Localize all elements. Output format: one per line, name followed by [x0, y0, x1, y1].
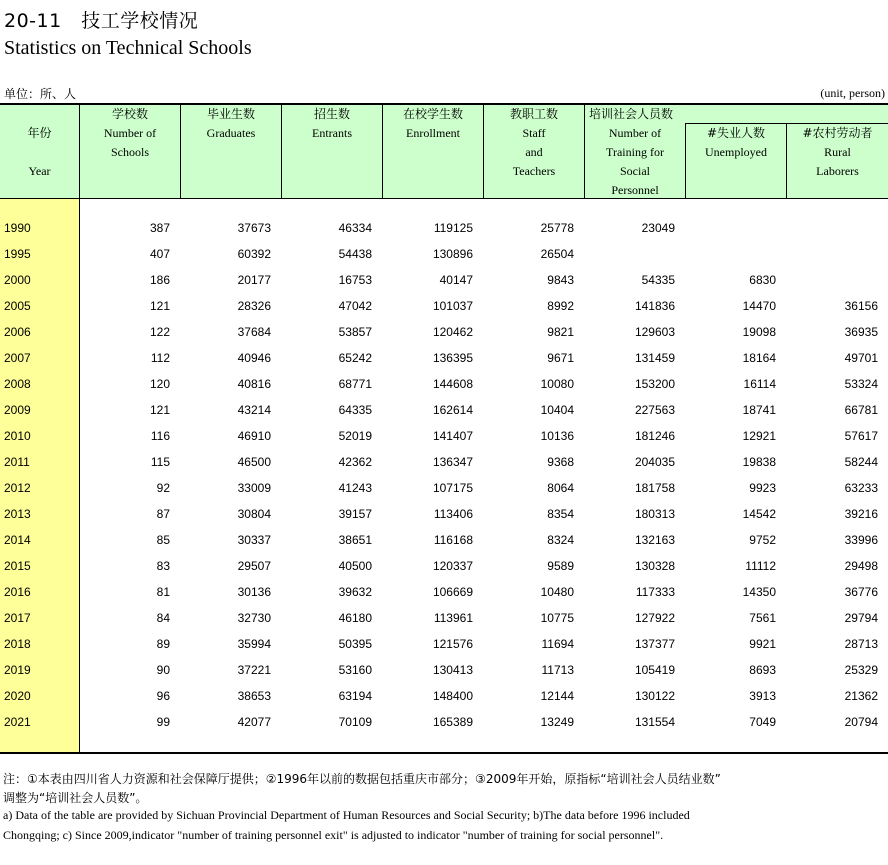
cell-staff: 10480: [540, 585, 574, 599]
table-row: [0, 502, 888, 528]
cell-staff: 10136: [540, 429, 574, 443]
cell-unemployed: 11112: [745, 559, 776, 573]
unit-label-cn: 单位：所、人: [4, 87, 77, 101]
cell-schools: 387: [149, 221, 170, 235]
cell-graduates: 33009: [237, 481, 271, 495]
cell-schools: 83: [156, 559, 170, 573]
cell-training: 105419: [634, 663, 675, 677]
cell-rural: 63233: [844, 481, 878, 495]
cell-graduates: 40946: [237, 351, 271, 365]
header-training-en3: Social: [620, 164, 650, 178]
cell-unemployed: 18164: [742, 351, 776, 365]
cell-entrants: 68771: [338, 377, 372, 391]
header-rural-en2: Laborers: [816, 164, 859, 178]
cell-rural: 33996: [844, 533, 878, 547]
cell-schools: 90: [156, 663, 170, 677]
cell-unemployed: 9752: [749, 533, 776, 547]
cell-enrollment: 165389: [432, 715, 473, 729]
cell-year: 2000: [4, 273, 31, 287]
cell-staff: 25778: [540, 221, 574, 235]
table-row: [0, 606, 888, 632]
cell-entrants: 39632: [338, 585, 372, 599]
cell-graduates: 20177: [237, 273, 271, 287]
header-training-en2: Training for: [606, 145, 664, 159]
cell-unemployed: 14470: [742, 299, 776, 313]
cell-training: 132163: [634, 533, 675, 547]
header-year-cn: 年份: [27, 126, 52, 140]
header-staff: [484, 105, 584, 181]
unit-label-en: (unit, person): [820, 86, 885, 100]
cell-schools: 112: [150, 351, 170, 365]
cell-entrants: 63194: [338, 689, 372, 703]
cell-staff: 10404: [540, 403, 574, 417]
table-row: [0, 528, 888, 554]
header-schools: [80, 105, 180, 162]
table-row: [0, 684, 888, 710]
cell-schools: 85: [156, 533, 170, 547]
cell-schools: 121: [149, 403, 170, 417]
cell-enrollment: 136395: [432, 351, 473, 365]
cell-rural: 28713: [844, 637, 878, 651]
cell-enrollment: 106669: [432, 585, 473, 599]
cell-rural: 36776: [844, 585, 878, 599]
cell-rural: 25329: [844, 663, 878, 677]
cell-staff: 11713: [541, 663, 574, 677]
table-title-en: Statistics on Technical Schools: [4, 37, 252, 59]
cell-graduates: 30337: [237, 533, 271, 547]
cell-year: 2016: [4, 585, 31, 599]
cell-training: 117333: [635, 585, 675, 599]
cell-enrollment: 162614: [432, 403, 473, 417]
cell-unemployed: 7561: [749, 611, 776, 625]
cell-entrants: 52019: [338, 429, 372, 443]
table-row: [0, 268, 888, 294]
cell-graduates: 60392: [237, 247, 271, 261]
cell-schools: 121: [149, 299, 170, 313]
cell-rural: 20794: [844, 715, 878, 729]
header-year: [0, 124, 79, 181]
header-training-en1: Number of: [608, 126, 662, 140]
cell-unemployed: 12921: [742, 429, 776, 443]
cell-entrants: 50395: [338, 637, 372, 651]
cell-schools: 87: [156, 507, 170, 521]
cell-training: 181246: [634, 429, 675, 443]
cell-enrollment: 107175: [432, 481, 473, 495]
cell-rural: 57617: [844, 429, 878, 443]
cell-unemployed: 9921: [749, 637, 776, 651]
cell-year: 2020: [4, 689, 31, 703]
cell-enrollment: 120337: [432, 559, 473, 573]
table-row: [0, 658, 888, 684]
cell-entrants: 40500: [338, 559, 372, 573]
cell-staff: 9589: [547, 559, 574, 573]
cell-year: 1990: [4, 221, 31, 235]
cell-rural: 29794: [844, 611, 878, 625]
cell-enrollment: 136347: [432, 455, 473, 469]
header-entrants-cn: 招生数: [313, 107, 350, 121]
cell-training: 137377: [634, 637, 675, 651]
cell-rural: 21362: [844, 689, 878, 703]
header-training-group: [585, 105, 685, 124]
cell-entrants: 53160: [338, 663, 372, 677]
cell-training: 54335: [641, 273, 675, 287]
cell-staff: 8354: [547, 507, 574, 521]
header-schools-en2: Schools: [110, 145, 149, 159]
header-enrollment-en: Enrollment: [406, 126, 460, 140]
cell-schools: 92: [156, 481, 170, 495]
cell-graduates: 35994: [237, 637, 271, 651]
cell-entrants: 42362: [338, 455, 372, 469]
cell-staff: 8064: [547, 481, 574, 495]
cell-enrollment: 121576: [432, 637, 473, 651]
header-enrollment-cn: 在校学生数: [402, 107, 463, 121]
cell-schools: 116: [150, 429, 170, 443]
cell-enrollment: 116168: [433, 533, 473, 547]
cell-unemployed: 9923: [749, 481, 776, 495]
cell-graduates: 30136: [237, 585, 271, 599]
cell-entrants: 41243: [338, 481, 372, 495]
header-staff-cn: 教职工数: [509, 107, 558, 121]
cell-unemployed: 14350: [742, 585, 776, 599]
cell-staff: 9671: [547, 351, 574, 365]
table-row: [0, 320, 888, 346]
table-row: [0, 424, 888, 450]
header-graduates-cn: 毕业生数: [206, 107, 255, 121]
header-schools-en1: Number of: [103, 126, 157, 140]
cell-year: 2021: [4, 715, 31, 729]
cell-schools: 81: [156, 585, 170, 599]
cell-staff: 10775: [540, 611, 574, 625]
cell-unemployed: 6830: [749, 273, 776, 287]
header-entrants: [282, 105, 382, 143]
cell-entrants: 46180: [338, 611, 372, 625]
table-row: [0, 450, 888, 476]
cell-graduates: 30804: [237, 507, 271, 521]
cell-unemployed: 3913: [749, 689, 776, 703]
cell-entrants: 38651: [338, 533, 372, 547]
cell-staff: 8992: [547, 299, 574, 313]
header-enrollment: [383, 105, 483, 143]
cell-year: 2017: [4, 611, 31, 625]
header-staff-en1: Staff: [522, 126, 546, 140]
cell-year: 1995: [4, 247, 31, 261]
cell-training: 127922: [634, 611, 675, 625]
cell-schools: 407: [149, 247, 170, 261]
cell-training: 204035: [634, 455, 675, 469]
cell-staff: 11694: [541, 637, 574, 651]
table-row: [0, 294, 888, 320]
footnote-cn-line1: 注：①本表由四川省人力资源和社会保障厅提供；②1996年以前的数据包括重庆市部分；③2009年开始，原指标“培训社会人员结业数”: [3, 772, 721, 786]
cell-schools: 115: [150, 455, 170, 469]
cell-graduates: 37684: [237, 325, 271, 339]
table-row: [0, 554, 888, 580]
cell-enrollment: 144608: [432, 377, 473, 391]
cell-schools: 120: [149, 377, 170, 391]
cell-training: 130328: [634, 559, 675, 573]
cell-staff: 8324: [547, 533, 574, 547]
table-row: [0, 216, 888, 242]
cell-training: 141836: [634, 299, 675, 313]
cell-rural: 53324: [844, 377, 878, 391]
cell-graduates: 28326: [237, 299, 271, 313]
header-staff-en3: Teachers: [512, 164, 556, 178]
header-training-cn: 培训社会人员数: [589, 107, 674, 121]
cell-enrollment: 101037: [432, 299, 473, 313]
cell-year: 2008: [4, 377, 31, 391]
header-rural-cn: #农村劳动者: [802, 126, 873, 140]
header-staff-en2: and: [525, 145, 543, 159]
footnote-en-line2: Chongqing; c) Since 2009,indicator "number of training personnel exit" is adjusted to indicator "number of training for social personnel".: [3, 828, 664, 842]
cell-training: 129603: [634, 325, 675, 339]
cell-entrants: 70109: [338, 715, 372, 729]
cell-rural: 66781: [844, 403, 878, 417]
cell-rural: 49701: [844, 351, 878, 365]
cell-year: 2019: [4, 663, 31, 677]
header-rural-en1: Rural: [824, 145, 851, 159]
cell-year: 2011: [4, 455, 30, 469]
cell-enrollment: 40147: [439, 273, 473, 287]
cell-year: 2015: [4, 559, 31, 573]
cell-rural: 39216: [844, 507, 878, 521]
header-graduates-en: Graduates: [206, 126, 256, 140]
cell-unemployed: 8693: [749, 663, 776, 677]
cell-staff: 13249: [540, 715, 574, 729]
header-training-en4: Personnel: [611, 183, 659, 197]
cell-staff: 26504: [540, 247, 574, 261]
cell-training: 130122: [634, 689, 675, 703]
cell-graduates: 40816: [237, 377, 271, 391]
cell-rural: 58244: [844, 455, 878, 469]
table-row: [0, 372, 888, 398]
cell-enrollment: 130896: [432, 247, 473, 261]
header-graduates: [181, 105, 281, 143]
cell-staff: 9368: [547, 455, 574, 469]
table-row: [0, 632, 888, 658]
cell-staff: 10080: [540, 377, 574, 391]
cell-graduates: 38653: [237, 689, 271, 703]
cell-unemployed: 19838: [742, 455, 776, 469]
cell-enrollment: 120462: [432, 325, 473, 339]
table-title-cn: 20-11 技工学校情况: [4, 10, 199, 32]
table-row: [0, 242, 888, 268]
cell-graduates: 46910: [237, 429, 271, 443]
cell-training: 180313: [634, 507, 675, 521]
cell-rural: 36935: [844, 325, 878, 339]
cell-rural: 29498: [844, 559, 878, 573]
cell-entrants: 64335: [338, 403, 372, 417]
cell-entrants: 65242: [338, 351, 372, 365]
cell-staff: 12144: [540, 689, 574, 703]
cell-entrants: 53857: [338, 325, 372, 339]
cell-year: 2006: [4, 325, 31, 339]
cell-enrollment: 113961: [433, 611, 473, 625]
table-row: [0, 476, 888, 502]
cell-year: 2010: [4, 429, 31, 443]
cell-graduates: 37221: [237, 663, 271, 677]
cell-enrollment: 148400: [432, 689, 473, 703]
table-row: [0, 346, 888, 372]
cell-unemployed: 19098: [742, 325, 776, 339]
cell-entrants: 16753: [338, 273, 372, 287]
cell-training: 227563: [634, 403, 675, 417]
header-schools-cn: 学校数: [111, 107, 148, 121]
cell-graduates: 42077: [237, 715, 271, 729]
cell-schools: 89: [156, 637, 170, 651]
cell-schools: 84: [156, 611, 170, 625]
cell-entrants: 39157: [338, 507, 372, 521]
header-entrants-en: Entrants: [312, 126, 352, 140]
cell-entrants: 46334: [338, 221, 372, 235]
header-rural: [787, 124, 888, 181]
table-bottom-rule: [0, 752, 888, 754]
cell-training: 23049: [641, 221, 675, 235]
cell-year: 2007: [4, 351, 31, 365]
cell-graduates: 43214: [237, 403, 271, 417]
cell-training: 181758: [634, 481, 675, 495]
cell-training: 153200: [634, 377, 675, 391]
cell-enrollment: 130413: [432, 663, 473, 677]
cell-graduates: 46500: [237, 455, 271, 469]
cell-unemployed: 14542: [742, 507, 776, 521]
cell-year: 2013: [4, 507, 31, 521]
cell-entrants: 54438: [338, 247, 372, 261]
table-row: [0, 710, 888, 736]
cell-graduates: 37673: [237, 221, 271, 235]
table-row: [0, 580, 888, 606]
cell-staff: 9843: [547, 273, 574, 287]
footnote-cn-line2: 调整为“培训社会人员数”。: [3, 791, 148, 805]
cell-schools: 96: [156, 689, 170, 703]
cell-enrollment: 119125: [433, 221, 473, 235]
cell-graduates: 32730: [237, 611, 271, 625]
cell-enrollment: 113406: [433, 507, 473, 521]
cell-rural: 36156: [844, 299, 878, 313]
cell-enrollment: 141407: [432, 429, 473, 443]
footnote-en-line1: a) Data of the table are provided by Sichuan Provincial Department of Human Resources and Social Security; b)The data before 1996 included: [3, 808, 690, 822]
cell-graduates: 29507: [237, 559, 271, 573]
header-training: [585, 124, 685, 200]
cell-schools: 186: [149, 273, 170, 287]
cell-staff: 9821: [547, 325, 574, 339]
table-row: [0, 398, 888, 424]
header-bottom-rule: [0, 198, 888, 199]
cell-unemployed: 7049: [749, 715, 776, 729]
cell-unemployed: 18741: [742, 403, 776, 417]
cell-entrants: 47042: [338, 299, 372, 313]
header-unemployed: [686, 124, 786, 162]
cell-year: 2014: [4, 533, 31, 547]
cell-year: 2009: [4, 403, 31, 417]
header-unemployed-cn: #失业人数: [706, 126, 766, 140]
cell-unemployed: 16114: [743, 377, 776, 391]
cell-training: 131459: [634, 351, 675, 365]
cell-year: 2012: [4, 481, 31, 495]
header-unemployed-en: Unemployed: [705, 145, 767, 159]
cell-year: 2018: [4, 637, 31, 651]
header-year-en: Year: [28, 164, 51, 178]
cell-training: 131554: [634, 715, 675, 729]
cell-year: 2005: [4, 299, 31, 313]
cell-schools: 122: [149, 325, 170, 339]
cell-schools: 99: [156, 715, 170, 729]
